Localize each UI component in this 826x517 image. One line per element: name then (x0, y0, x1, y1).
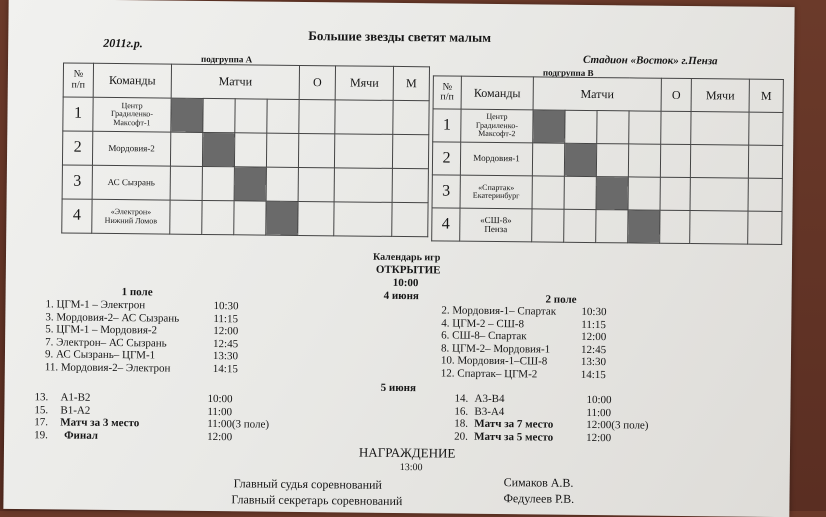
game-time: 12:45 (580, 343, 607, 356)
match-cell (628, 144, 660, 177)
game-teams: 3. Мордовия-2– АС Сызрань (45, 310, 180, 325)
match-cell (628, 177, 660, 210)
self-match-cell (596, 177, 628, 210)
field2-label: 2 поле (545, 293, 577, 306)
place-cell (392, 202, 428, 236)
balls-cell (334, 168, 392, 203)
game-time: 11:00(3 поле) (207, 418, 270, 431)
row-num: 4 (432, 208, 460, 241)
table-row (62, 199, 428, 237)
place-cell (393, 100, 429, 134)
balls-cell (690, 178, 748, 212)
game-teams: 1. ЦГМ-1 – Электрон (45, 298, 146, 312)
row-num: 2 (432, 142, 460, 175)
header-place: М (749, 79, 783, 112)
game-time: 10:00 (586, 393, 612, 407)
game-time: 14:15 (580, 368, 606, 382)
match-cell (597, 111, 629, 144)
stadium-label: Стадион «Восток» г.Пенза (583, 53, 718, 68)
balls-cell (690, 211, 748, 245)
game-number: 14. (454, 392, 469, 405)
game-teams: Матч за 7 место (474, 417, 554, 431)
birth-year: 2011г.р. (103, 35, 143, 51)
match-cell (629, 111, 661, 144)
group-b-label: подгруппа В (542, 67, 594, 79)
header-matches: Матчи (171, 64, 299, 99)
match-cell (532, 143, 564, 176)
team-name: АС Сызрань (92, 165, 170, 200)
game-teams: 9. АС Сызрань– ЦГМ-1 (44, 348, 156, 362)
points-cell (298, 133, 334, 167)
game-time: 14:15 (212, 363, 238, 376)
match-cell (202, 200, 234, 234)
match-cell (202, 166, 234, 200)
team-name: «Электрон» Нижний Ломов (92, 199, 170, 234)
opening-time: 10:00 (392, 276, 419, 290)
game-number: 13. (34, 391, 49, 404)
game-teams: 6. СШ-8– Спартак (441, 329, 527, 343)
game-teams: 2. Мордовия-1– Спартак (441, 304, 557, 318)
game-time: 10:30 (213, 300, 239, 313)
match-cell (532, 176, 564, 209)
game-time: 12:00 (581, 331, 607, 344)
team-name: «СШ-8» Пенза (460, 208, 532, 242)
page-title: Большие звезды светят малым (308, 28, 492, 45)
table-row (432, 175, 782, 212)
game-time: 11:00 (586, 406, 612, 419)
points-cell (660, 210, 690, 243)
game-number: 16. (454, 405, 469, 418)
row-num: 4 (62, 199, 92, 233)
balls-cell (334, 134, 392, 169)
game-teams: А1-В2 (60, 391, 91, 404)
self-match-cell (564, 143, 596, 176)
header-matches: Матчи (533, 77, 661, 111)
game-time: 12:00 (586, 431, 612, 445)
game-time: 11:15 (581, 318, 607, 331)
game-time: 13:30 (212, 350, 239, 363)
chief-judge-name: Симаков А.В. (503, 475, 574, 490)
chief-secretary-label: Главный секретарь соревнований (231, 492, 403, 509)
table-row (62, 131, 428, 169)
match-cell (266, 133, 298, 167)
game-teams: Финал (64, 429, 99, 442)
day2-left-games (34, 391, 315, 444)
match-cell (596, 210, 628, 243)
schedule-sheet (3, 0, 794, 517)
table-row (432, 208, 782, 245)
game-teams: 8. ЦГМ-2– Мордовия-1 (440, 342, 551, 356)
header-balls: Мячи (691, 79, 749, 113)
header-num: № п/п (433, 76, 461, 109)
self-match-cell (533, 110, 565, 143)
place-cell (749, 112, 783, 145)
game-row (45, 361, 295, 376)
match-cell (203, 98, 235, 132)
match-cell (170, 166, 202, 200)
match-cell (564, 176, 596, 209)
row-num: 3 (62, 165, 92, 199)
game-teams: В3-А4 (474, 405, 505, 418)
row-num: 1 (433, 109, 461, 142)
row-num: 1 (63, 97, 93, 131)
place-cell (392, 168, 428, 202)
calendar-title: Календарь игр (372, 251, 441, 264)
header-balls: Мячи (335, 66, 393, 101)
chief-secretary-name: Федулеев Р.В. (503, 491, 575, 506)
header-place: М (393, 66, 429, 100)
award-label: НАГРАЖДЕНИЕ (358, 444, 456, 461)
team-name: Центр Градиленко- Максофт-1 (93, 97, 171, 132)
match-cell (234, 201, 266, 235)
points-cell (660, 144, 690, 177)
day1-field2-games (441, 304, 662, 382)
day1-field1-games (45, 298, 296, 376)
place-cell (748, 145, 782, 178)
match-cell (170, 200, 202, 234)
table-row (62, 165, 428, 203)
header-points: О (661, 78, 691, 111)
team-name: Мордовия-1 (460, 142, 532, 176)
game-teams: В1-А2 (60, 404, 91, 417)
place-cell (392, 134, 428, 168)
match-cell (266, 167, 298, 201)
game-teams: 5. ЦГМ-1 – Мордовия-2 (45, 323, 158, 337)
game-time: 12:45 (213, 337, 239, 351)
row-num: 3 (432, 175, 460, 208)
match-cell (564, 209, 596, 242)
game-number: 15. (34, 403, 49, 416)
self-match-cell (628, 210, 660, 243)
group-a-label: подгруппа А (201, 53, 253, 65)
match-cell (565, 110, 597, 143)
match-cell (234, 133, 266, 167)
group-a-table (61, 62, 430, 237)
game-teams: 7. Электрон– АС Сызрань (45, 336, 167, 350)
game-row (441, 367, 661, 382)
game-teams: Матч за 3 место (60, 416, 140, 430)
team-name: Мордовия-2 (92, 131, 170, 166)
game-row (34, 429, 314, 445)
place-cell (748, 178, 782, 211)
award-time: 13:00 (399, 462, 423, 474)
game-time: 12:00 (213, 325, 239, 338)
game-number: 19. (34, 428, 48, 442)
points-cell (298, 167, 334, 201)
day2-label: 5 июня (380, 381, 416, 395)
team-name: Центр Градиленко- Максофт-2 (461, 109, 533, 143)
game-time: 10:30 (581, 305, 607, 319)
table-row (63, 97, 429, 135)
game-time: 10:00 (207, 393, 233, 406)
game-number: 20. (454, 430, 468, 443)
match-cell (532, 209, 564, 242)
header-teams: Команды (93, 63, 171, 98)
table-row (433, 109, 783, 146)
header-num: № п/п (63, 63, 93, 97)
game-time: 12:00 (207, 430, 233, 444)
game-time: 11:15 (213, 312, 239, 325)
game-time: 11:00 (207, 405, 233, 418)
day1-label: 4 июня (383, 289, 419, 303)
self-match-cell (202, 132, 234, 166)
opening-label: ОТКРЫТИЕ (375, 263, 441, 277)
header-teams: Команды (461, 76, 533, 110)
match-cell (267, 99, 299, 133)
game-teams: 10. Мордовия-1–СШ-8 (440, 354, 548, 368)
points-cell (660, 177, 690, 210)
game-teams: 11. Мордовия-2– Электрон (44, 361, 171, 375)
game-teams: 4. ЦГМ-2 – СШ-8 (441, 317, 525, 330)
field1-label: 1 поле (121, 286, 153, 299)
game-teams: А3-В4 (474, 392, 505, 406)
game-number: 17. (34, 416, 49, 429)
match-cell (596, 144, 628, 177)
self-match-cell (266, 201, 298, 235)
game-teams: Матч за 5 место (474, 430, 554, 444)
row-num: 2 (62, 131, 92, 165)
header-points: О (299, 65, 335, 99)
day2-right-games (454, 393, 705, 446)
balls-cell (691, 112, 749, 146)
match-cell (170, 132, 202, 166)
place-cell (748, 211, 782, 244)
balls-cell (334, 202, 392, 237)
self-match-cell (234, 167, 266, 201)
game-teams: 12. Спартак– ЦГМ-2 (440, 367, 538, 381)
game-time: 13:30 (580, 356, 607, 369)
game-time: 12:00(3 поле) (586, 419, 649, 432)
group-b-table (431, 75, 784, 245)
points-cell (661, 111, 691, 144)
team-name: «Спартак» Екатеринбург (460, 175, 532, 209)
game-row (454, 430, 704, 445)
points-cell (298, 201, 334, 235)
match-cell (235, 99, 267, 133)
balls-cell (690, 145, 748, 179)
table-row (432, 142, 782, 179)
self-match-cell (171, 98, 203, 132)
balls-cell (335, 100, 393, 135)
points-cell (299, 99, 335, 133)
chief-judge-label: Главный судья соревнований (233, 476, 382, 492)
game-number: 18. (454, 417, 469, 430)
